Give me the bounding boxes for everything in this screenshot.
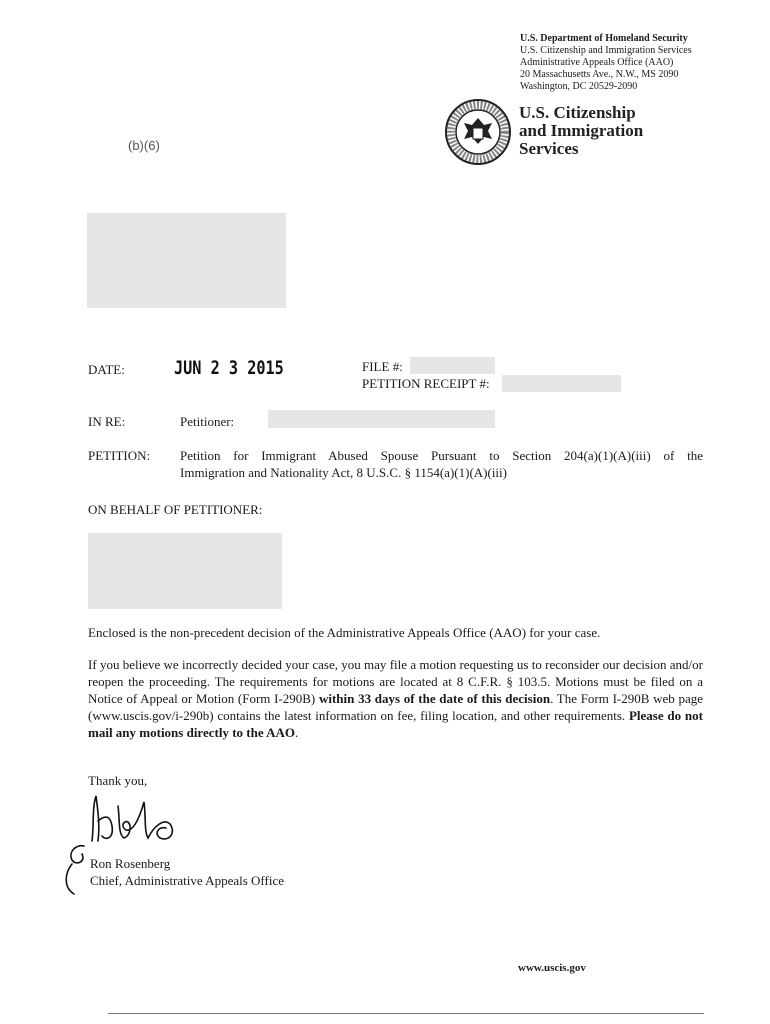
behalf-label: ON BEHALF OF PETITIONER: [88, 502, 263, 517]
signer-name: Ron Rosenberg [90, 856, 171, 871]
letterhead-address [520, 33, 750, 93]
letterhead-line: 20 Massachusetts Ave., N.W., MS 2090 [520, 69, 679, 80]
bottom-rule [108, 1013, 704, 1014]
motion-paragraph [88, 656, 703, 741]
signer-title: Chief, Administrative Appeals Office [90, 873, 284, 888]
enclosed-paragraph: Enclosed is the non-precedent decision of the Administrative Appeals Office (AAO) for your case. [88, 625, 601, 640]
petition-receipt-label: PETITION RECEIPT #: [362, 376, 490, 391]
petition-label: PETITION: [88, 448, 151, 463]
dhs-seal-icon [444, 98, 512, 166]
deadline-text: within 33 days of the date of this decision [318, 691, 551, 706]
letterhead-dept: U.S. Department of Homeland Security [520, 33, 688, 44]
letterhead-line: Washington, DC 20529-2090 [520, 81, 638, 92]
file-number-label: FILE #: [362, 359, 403, 374]
redacted-representative [88, 533, 282, 609]
initials-mark-icon [60, 840, 92, 898]
letterhead-line: U.S. Citizenship and Immigration Services [520, 45, 692, 56]
redacted-petitioner [268, 410, 495, 428]
in-re-label: IN RE: [88, 414, 126, 429]
redacted-file-number [410, 357, 495, 374]
closing: Thank you, [88, 773, 148, 788]
letterhead-line: Administrative Appeals Office (AAO) [520, 57, 674, 68]
redacted-addressee [87, 213, 286, 308]
agency-name-line: U.S. Citizenship [519, 103, 636, 122]
motion-text: If you believe we incorrectly decided your case, you may file a motion requesting us to reconsider our decision and/or reopen the proceeding. The requirements for motions are located at 8 C.F.R. § 103.5. Motions must be filed on a Notice of Appeal or Motion (Form I-290B) [88, 657, 703, 706]
petition-description [180, 447, 703, 481]
agency-name-line: Services [519, 139, 579, 158]
signature-icon [84, 786, 184, 848]
date-label: DATE: [88, 362, 125, 377]
redaction-code: (b)(6) [128, 138, 160, 153]
warning-text: Please do not mail any motions directly to the AAO [88, 708, 703, 740]
motion-text: . The Form I-290B web page (www.uscis.gov/i-290b) contains the latest information on fee, filing location, and other requirements. [88, 691, 703, 723]
agency-name-line: and Immigration [519, 121, 644, 140]
petition-line: Immigration and Nationality Act, 8 U.S.C. § 1154(a)(1)(A)(iii) [180, 465, 507, 480]
petition-line: Petition for Immigrant Abused Spouse Pursuant to Section 204(a)(1)(A)(iii) of the [180, 448, 703, 463]
petitioner-label: Petitioner: [180, 414, 235, 429]
signer-block [90, 855, 284, 889]
footer-url: www.uscis.gov [518, 962, 586, 974]
motion-text: . [295, 725, 299, 740]
date-stamp: JUN 2 3 2015 [174, 357, 284, 379]
agency-name [519, 104, 643, 158]
redacted-receipt-number [502, 375, 621, 392]
